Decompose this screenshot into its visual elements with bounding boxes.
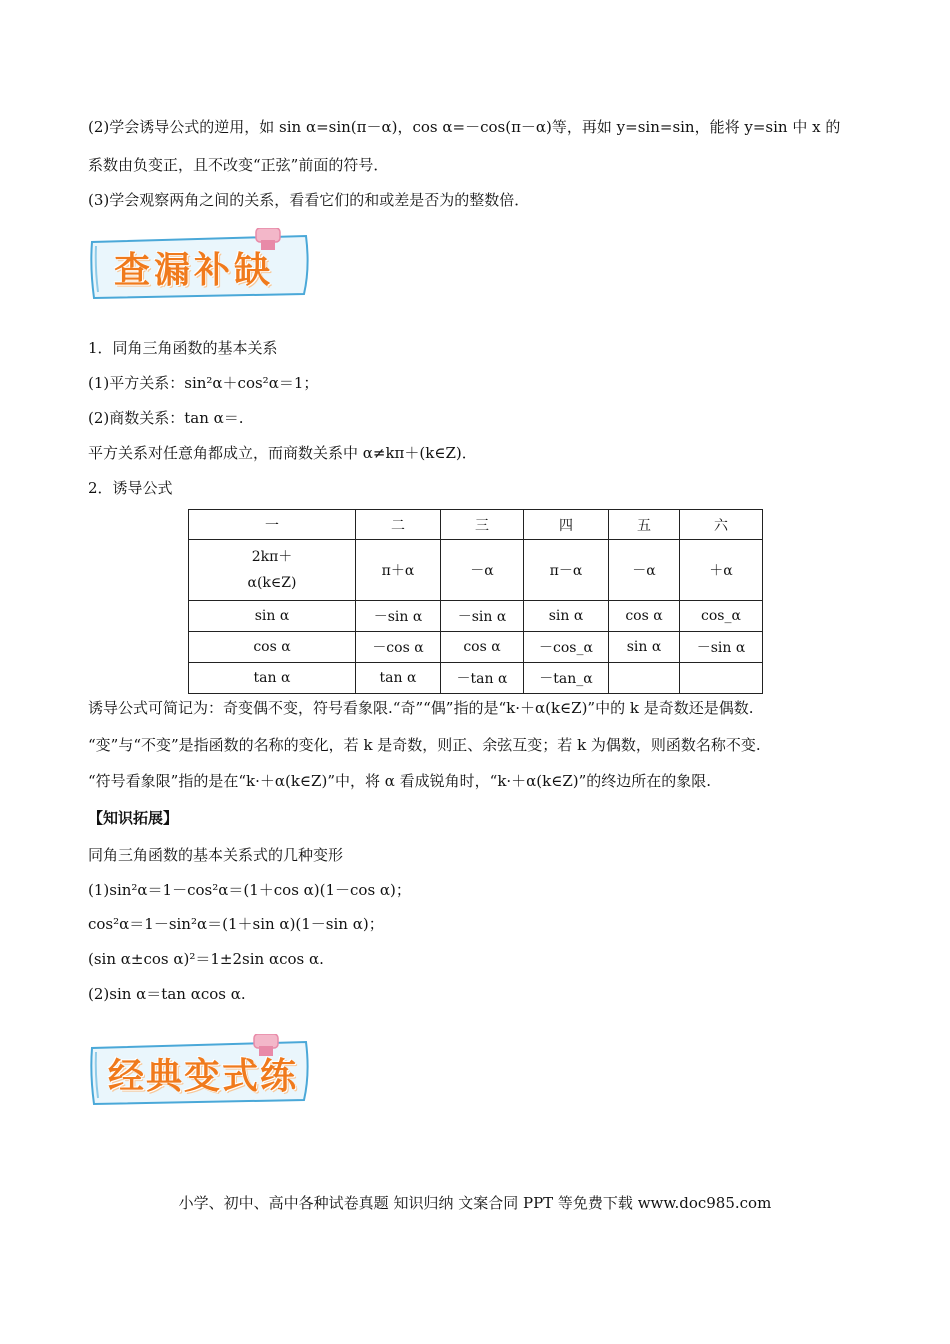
table-cell: －sin α xyxy=(356,601,441,632)
extension-formula-1: (1)sin²α＝1－cos²α＝(1＋cos α)(1－cos α)； xyxy=(88,881,411,899)
mnemonic-line-3: “符号看象限”指的是在“k·＋α(k∈Z)”中，将 α 看成锐角时，“k·＋α(k∈Z)”的终边所在的象限. xyxy=(88,772,712,790)
section1-note: 平方关系对任意角都成立，而商数关系中 α≠kπ＋(k∈Z)． xyxy=(88,444,477,462)
table-header-cell: 四 xyxy=(524,510,609,540)
section-banner-practice xyxy=(86,1034,318,1110)
table-cell: －cos α xyxy=(356,632,441,663)
table-angle-cell: ＋α xyxy=(680,540,763,601)
extension-intro: 同角三角函数的基本关系式的几种变形 xyxy=(88,846,344,864)
banner-title: 经典变式练 xyxy=(108,1056,299,1097)
mnemonic-line-2: “变”与“不变”是指函数的名称的变化，若 k 是奇数，则正、余弦互变；若 k 为偶数，则函数名称不变. xyxy=(88,736,761,754)
table-cell: sin α xyxy=(524,601,609,632)
extension-formula-4: (2)sin α＝tan αcos α. xyxy=(88,985,246,1003)
table-cell: sin α xyxy=(609,632,680,663)
table-cell: sin α xyxy=(189,601,356,632)
table-cell xyxy=(609,663,680,694)
section1-item-2: (2)商数关系：tan α＝. xyxy=(88,409,244,427)
table-cell: －sin α xyxy=(441,601,524,632)
section2-heading: 2．诱导公式 xyxy=(88,479,173,497)
table-cell: －tan α xyxy=(441,663,524,694)
table-header-cell: 五 xyxy=(609,510,680,540)
extension-formula-2: cos²α＝1－sin²α＝(1＋sin α)(1－sin α)； xyxy=(88,915,384,933)
table-header-cell: 三 xyxy=(441,510,524,540)
table-angle-cell: －α xyxy=(441,540,524,601)
induction-formula-table xyxy=(188,509,763,694)
table-angle-cell: 2kπ＋ α(k∈Z) xyxy=(189,540,356,601)
table-cell: tan α xyxy=(189,663,356,694)
table-cell: tan α xyxy=(356,663,441,694)
intro-line-1: (2)学会诱导公式的逆用，如 sin α=sin(π－α)，cos α=－cos(π－α)等，再如 y=sin=sin，能将 y=sin 中 x 的 xyxy=(88,118,841,136)
table-cell: cos α xyxy=(189,632,356,663)
table-angle-cell: π－α xyxy=(524,540,609,601)
table-header-cell: 一 xyxy=(189,510,356,540)
section-banner-check xyxy=(86,228,318,304)
banner-title: 查漏补缺 xyxy=(114,250,275,291)
table-header-cell: 二 xyxy=(356,510,441,540)
table-cell: －sin α xyxy=(680,632,763,663)
table-cell xyxy=(680,663,763,694)
mnemonic-line-1: 诱导公式可简记为：奇变偶不变，符号看象限.“奇”“偶”指的是“k·＋α(k∈Z)”中的 k 是奇数还是偶数. xyxy=(88,699,754,717)
extension-heading: 【知识拓展】 xyxy=(88,809,179,827)
table-angle-cell: π＋α xyxy=(356,540,441,601)
section1-heading: 1．同角三角函数的基本关系 xyxy=(88,339,278,357)
table-cell: cos α xyxy=(609,601,680,632)
table-cell: cos α xyxy=(441,632,524,663)
section1-item-1: (1)平方关系：sin²α＋cos²α＝1； xyxy=(88,374,319,392)
table-cell: －tan_α xyxy=(524,663,609,694)
table-cell: －cos_α xyxy=(524,632,609,663)
table-cell: cos_α xyxy=(680,601,763,632)
table-header-cell: 六 xyxy=(680,510,763,540)
intro-line-3: (3)学会观察两角之间的关系，看看它们的和或差是否为的整数倍． xyxy=(88,191,530,209)
intro-line-2: 系数由负变正，且不改变“正弦”前面的符号． xyxy=(88,156,389,174)
footer-text: 小学、初中、高中各种试卷真题 知识归纳 文案合同 PPT 等免费下载 www.doc985.com xyxy=(178,1194,772,1212)
table-angle-cell: －α xyxy=(609,540,680,601)
extension-formula-3: (sin α±cos α)²＝1±2sin αcos α. xyxy=(88,950,324,968)
